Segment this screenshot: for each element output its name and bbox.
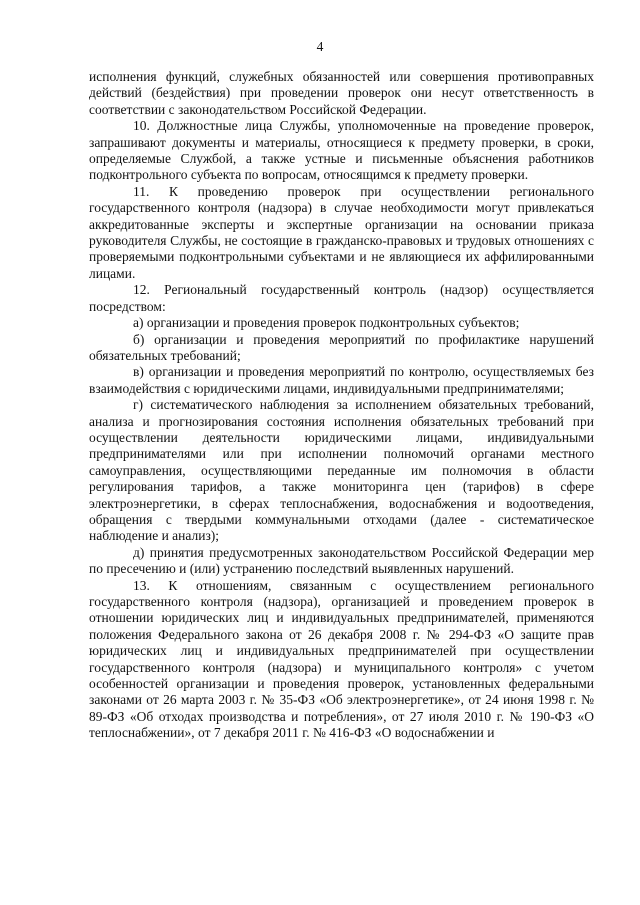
- list-item-a: а) организации и проведения проверок подконтрольных субъектов;: [133, 315, 520, 331]
- paragraph-13: 13. К отношениям, связанным с осуществлением регионального государственного контроля (надзора), организацией и проведением проверок в отношении юридических лиц и индивидуальных предпринимателей, применяются положения Федерального закона от 26 декабря 2008 г. № 294-ФЗ «О защите прав юридических лиц и индивидуальных предпринимателей при осуществлении государственного контроля (надзора) и муниципального контроля» с учетом особенностей организации и проведения проверок, установленных федеральными законами от 26 марта 2003 г. № 35-ФЗ «Об электроэнергетике», от 24 июня 1998 г. № 89-ФЗ «Об отходах производства и потребления», от 27 июля 2010 г. № 190-ФЗ «О теплоснабжении», от 7 декабря 2011 г. № 416-ФЗ «О водоснабжении и: [89, 577, 594, 741]
- list-item-g: г) систематического наблюдения за исполнением обязательных требований, анализа и прогнозирования состояния исполнения обязательных требований при осуществлении деятельности юридическими лицами, индивидуальными предпринимателями или при исполнении полномочий органами местного самоуправления, осуществляющими переданные им полномочия в области регулирования тарифов, а также мониторинга цен (тарифов) в сфере электроэнергетики, в сферах теплоснабжения, водоснабжения и водоотведения, обращения с твердыми коммунальными отходами (далее - систематическое наблюдение и анализ);: [89, 397, 594, 544]
- page-number: 4: [316, 39, 324, 54]
- paragraph-11: 11. К проведению проверок при осуществлении регионального государственного контроля (надзора) в случае необходимости могут привлекаться аккредитованные эксперты и экспертные организации на основании приказа руководителя Службы, не состоящие в гражданско-правовых и трудовых отношениях с проверяемыми подконтрольными субъектами и не являющиеся их аффилированными лицами.: [89, 183, 594, 281]
- paragraph-12: 12. Региональный государственный контроль (надзор) осуществляется посредством:: [89, 282, 594, 314]
- paragraph-continuation: исполнения функций, служебных обязанностей или совершения противоправных действий (бездействия) при проведении проверок они несут ответственность в соответствии с законодательством Российской Федерации.: [89, 69, 594, 117]
- paragraph-10: 10. Должностные лица Службы, уполномоченные на проведение проверок, запрашивают документы и материалы, относящиеся к предмету проверки, в сроки, определяемые Службой, а также устные и письменные объяснения работников подконтрольного субъекта по вопросам, относящимся к предмету проверки.: [89, 118, 594, 183]
- list-item-b: б) организации и проведения мероприятий по профилактике нарушений обязательных требований;: [89, 331, 594, 363]
- list-item-v: в) организации и проведения мероприятий по контролю, осуществляемых без взаимодействия с юридическими лицами, индивидуальными предпринимателями;: [89, 364, 594, 396]
- document-body: [89, 69, 594, 742]
- list-item-d: д) принятия предусмотренных законодательством Российской Федерации мер по пресечению и (или) устранению последствий выявленных нарушений.: [89, 544, 594, 577]
